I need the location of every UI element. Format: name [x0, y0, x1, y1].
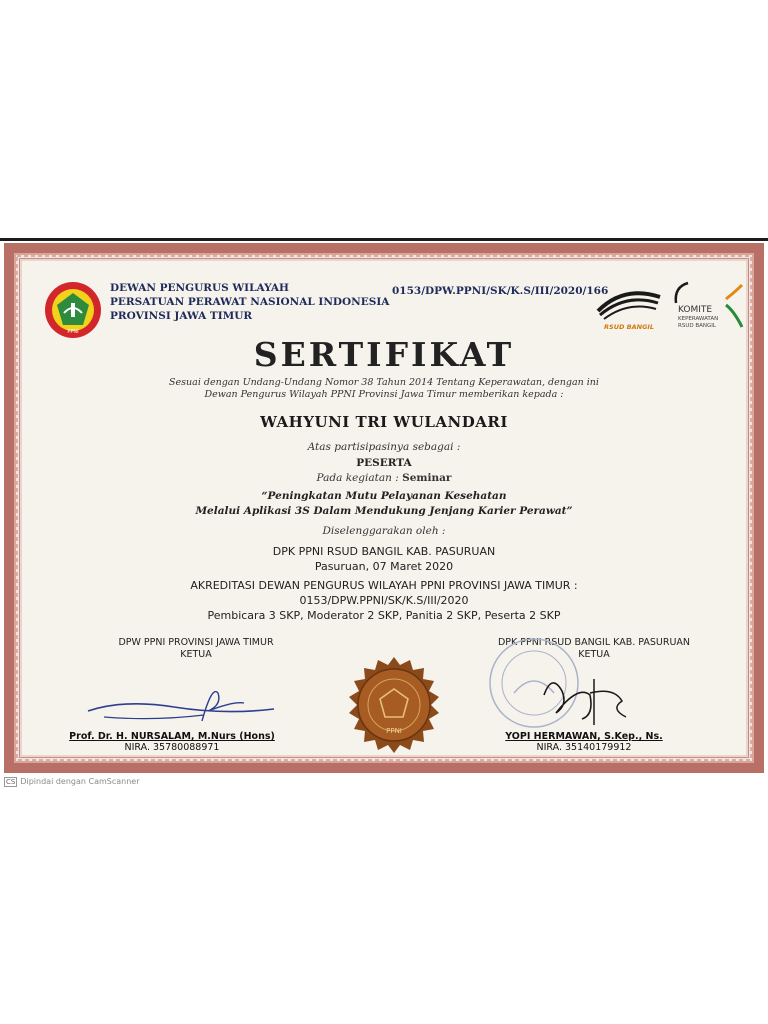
issuer-line-3: PROVINSI JAWA TIMUR [110, 310, 253, 322]
camscanner-icon: CS [6, 778, 16, 786]
topic-line-2: Melalui Aplikasi 3S Dalam Mendukung Jenjang Karier Perawat” [195, 505, 573, 517]
svg-text:PPNI: PPNI [67, 329, 79, 335]
right-signatory-title: KETUA [578, 649, 610, 660]
scanner-watermark [4, 777, 140, 787]
scanner-text: Dipindai dengan CamScanner [20, 777, 140, 786]
accreditation-line-1: AKREDITASI DEWAN PENGURUS WILAYAH PPNI PROVINSI JAWA TIMUR : [190, 579, 578, 592]
right-signature [534, 665, 644, 729]
right-signer-name: YOPI HERMAWAN, S.Kep., Ns. [505, 731, 663, 742]
komite-line-1: KEPERAWATAN [678, 316, 719, 322]
left-signer [42, 731, 302, 753]
role: PESERTA [356, 457, 412, 469]
right-signatory-org: DPK PPNI RSUD BANGIL KAB. PASURUAN [497, 637, 691, 648]
issuer-org [110, 281, 389, 323]
right-signer-nira: NIRA. 35140179912 [536, 742, 632, 753]
document-number: 0153/DPW.PPNI/SK/K.S/III/2020/166 [392, 285, 609, 297]
photo-edge [0, 238, 768, 241]
komite-line-2: RSUD BANGIL [678, 322, 716, 329]
certificate-intro [14, 377, 754, 401]
recipient-name: WAHYUNI TRI WULANDARI [260, 413, 508, 431]
intro-line-2: Dewan Pengurus Wilayah PPNI Provinsi Jawa Timur memberikan kepada : [204, 389, 564, 400]
activity-type: Seminar [402, 472, 452, 484]
komite-subtitle [678, 316, 718, 329]
activity-label: Pada kegiatan : [316, 472, 399, 484]
accreditation-line-2: 0153/DPW.PPNI/SK/K.S/III/2020 [299, 594, 469, 607]
certificate-title: SERTIFIKAT [253, 335, 515, 374]
right-signer [454, 731, 714, 753]
accreditation-line-3: Pembicara 3 SKP, Moderator 2 SKP, Panitia 2 SKP, Peserta 2 SKP [207, 609, 561, 622]
activity [14, 472, 754, 484]
komite-keperawatan-logo [666, 281, 746, 337]
left-signatory-title: KETUA [180, 649, 212, 660]
left-signatory-org: DPW PPNI PROVINSI JAWA TIMUR [118, 637, 274, 648]
issuer-line-2: PERSATUAN PERAWAT NASIONAL INDONESIA [110, 296, 390, 308]
svg-text:PPNI: PPNI [386, 727, 402, 735]
certificate [4, 243, 764, 773]
left-signer-name: Prof. Dr. H. NURSALAM, M.Nurs (Hons) [69, 731, 275, 742]
left-signature [84, 681, 284, 731]
organizer: DPK PPNI RSUD BANGIL KAB. PASURUAN [272, 545, 496, 558]
left-signatory-header [66, 637, 326, 661]
role-label: Atas partisipasinya sebagai : [307, 441, 461, 453]
topic-line-1: “Peningkatan Mutu Pelayanan Kesehatan [261, 490, 507, 502]
gold-seal [344, 655, 444, 755]
issuer-line-1: DEWAN PENGURUS WILAYAH [110, 282, 289, 294]
rsud-logo-label: RSUD BANGIL [604, 323, 654, 331]
ppni-logo [44, 281, 102, 339]
komite-title: KOMITE [678, 305, 713, 315]
intro-line-1: Sesuai dengan Undang-Undang Nomor 38 Tahun 2014 Tentang Keperawatan, dengan ini [169, 377, 599, 388]
organizer-label: Diselenggarakan oleh : [322, 525, 446, 537]
rsud-bangil-logo [594, 283, 664, 335]
place-date: Pasuruan, 07 Maret 2020 [314, 560, 454, 573]
left-signer-nira: NIRA. 35780088971 [124, 742, 220, 753]
